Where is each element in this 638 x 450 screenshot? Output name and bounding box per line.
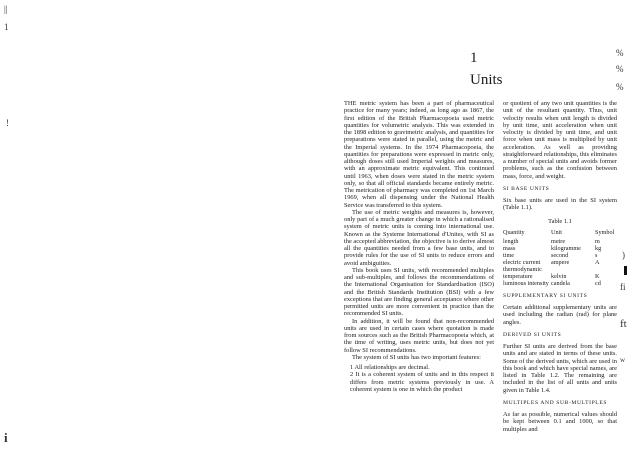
paragraph: Six base units are used in the SI system (Table 1.1). [503,197,617,212]
paragraph: Certain additional supplementary units are used including the radian (rad) for plane angles. [503,304,617,326]
margin-mark: i [4,430,8,445]
table-cell: s [595,251,598,259]
table-row [503,259,615,266]
table-row [503,245,615,252]
list-item: 1 All relationships are decimal. [350,364,430,371]
table-cell: cd [595,279,601,287]
paragraph: In addition, it will be found that non-recommended units are used in certain cases where quotation is made from sources such as the British Pharmacopoeia which, at the time of writing, uses metric units, but does not yet follow SI recommendations. [344,317,494,354]
table-cell: kg [595,244,602,252]
table-cell: metre [551,237,566,245]
table-caption: Table 1.1 [548,217,572,225]
table-cell [595,266,615,273]
margin-mark: % [616,48,624,58]
table-row [503,280,615,287]
table-row [503,273,615,280]
table-row [503,252,615,259]
section-heading: SUPPLEMENTARY SI UNITS [503,292,588,299]
table-row [503,238,615,245]
margin-bar-mark [624,266,627,275]
margin-mark: % [616,82,624,92]
margin-mark: ! [6,118,9,128]
table-cell: A [595,258,600,266]
si-base-units-table [503,229,615,287]
section-heading: SI BASE UNITS [503,185,550,192]
table-cell: electric current [503,258,541,266]
column-header: Quantity [503,228,525,236]
paragraph: The use of metric weights and measures is, however, only part of a much greater change in which a rationalised system of metric units is coming into international use. Known as the Systeme International d'Unites, with SI as the accepted abbreviation, the objective is to derive almost all the quantities needed from a few base units, and to provide rules for the use of SI units to reduce errors and avoid ambiguities. [344,208,494,267]
column-header: Symbol [595,228,615,236]
right-column [503,100,617,433]
paragraph: The system of SI units has two important features: [352,353,481,361]
chapter-title: Units [470,72,503,88]
paragraph: This book uses SI units, with recommended multiples and sub-multiples, and follows the recommendations of the International Organisation for Standardisation (ISO) and the British Standards Institution (BSI) with a few exceptions that are finding general acceptance where other permitted units are more convenient in practice than the recommended SI units. [344,266,494,318]
column-header: Unit [551,228,563,236]
table-cell: candela [551,279,570,287]
section-heading: MULTIPLES AND SUB-MULTIPLES [503,399,608,406]
chapter-number: 1 [470,50,478,66]
margin-mark: w [620,356,626,364]
table-cell: second [551,251,569,259]
paragraph: THE metric system has been a part of pharmaceutical practice for many years; indeed, as long ago as 1867, the first edition of the British Pharmacopoeia used metric quantities for volumetric analysis. This was extended in the 1898 edition to gravimetric analysis, and quantities for preparations were stated in parallel, using the metric and the Imperial systems. In the 1974 Pharmacopoeia, the quantities for preparations were expressed in metric only, although doses still used Imperial weights and measures, with an approximate metric equivalent. This continued until 1963, when doses were stated in the metric system only, so that all official standards became entirely metric. The metrication of pharmacy was completed on 1st March 1969, when all dispensing under the National Health Service was transferred to this system. [344,100,494,209]
margin-mark: % [616,64,624,74]
table-cell: luminous intensity [503,279,549,287]
left-column [344,100,494,393]
margin-mark: fi [620,282,626,292]
margin-mark: || [4,4,8,14]
table-cell: m [595,237,600,245]
paragraph: As far as possible, numerical values should be kept between 0.1 and 1000, so that multiples and [503,411,617,433]
table-cell: K [595,272,600,280]
table-cell: temperature [503,272,533,280]
margin-mark: ) [622,250,625,260]
feature-list [344,364,494,393]
table-cell: thermodynamic [503,265,542,273]
margin-mark: ft [620,318,627,330]
table-header-row [503,229,615,238]
paragraph: Further SI units are derived from the base units and are stated in terms of these units. Some of the derived units, which are used in this book and which have special names, are listed in Table 1.2. The remaining are included in the list of all units and units given in Table 1.4. [503,343,617,394]
list-item: 2 It is a coherent system of units and in this respect it differs from metric systems previously in use. A coherent system is one in which the product [350,371,494,393]
table-cell: kelvin [551,272,567,280]
table-cell [551,266,595,273]
table-cell: length [503,237,519,245]
table-cell: ampere [551,258,570,266]
paragraph: or quotient of any two unit quantities is the unit of the resultant quantity. Thus, unit velocity results when unit length is divided by unit time, unit acceleration when unit velocity is divided by unit time, and unit force when unit mass is multiplied by unit acceleration. As well as providing straightforward relationships, this eliminates a number of special units and avoids former problems, such as the confusion between mass, force, and weight. [503,100,617,180]
section-heading: DERIVED SI UNITS [503,331,562,338]
table-cell: kilogramme [551,244,581,252]
table-cell: mass [503,244,516,252]
margin-mark: 1 [4,22,9,32]
table-cell: time [503,251,514,259]
table-row [503,266,615,273]
